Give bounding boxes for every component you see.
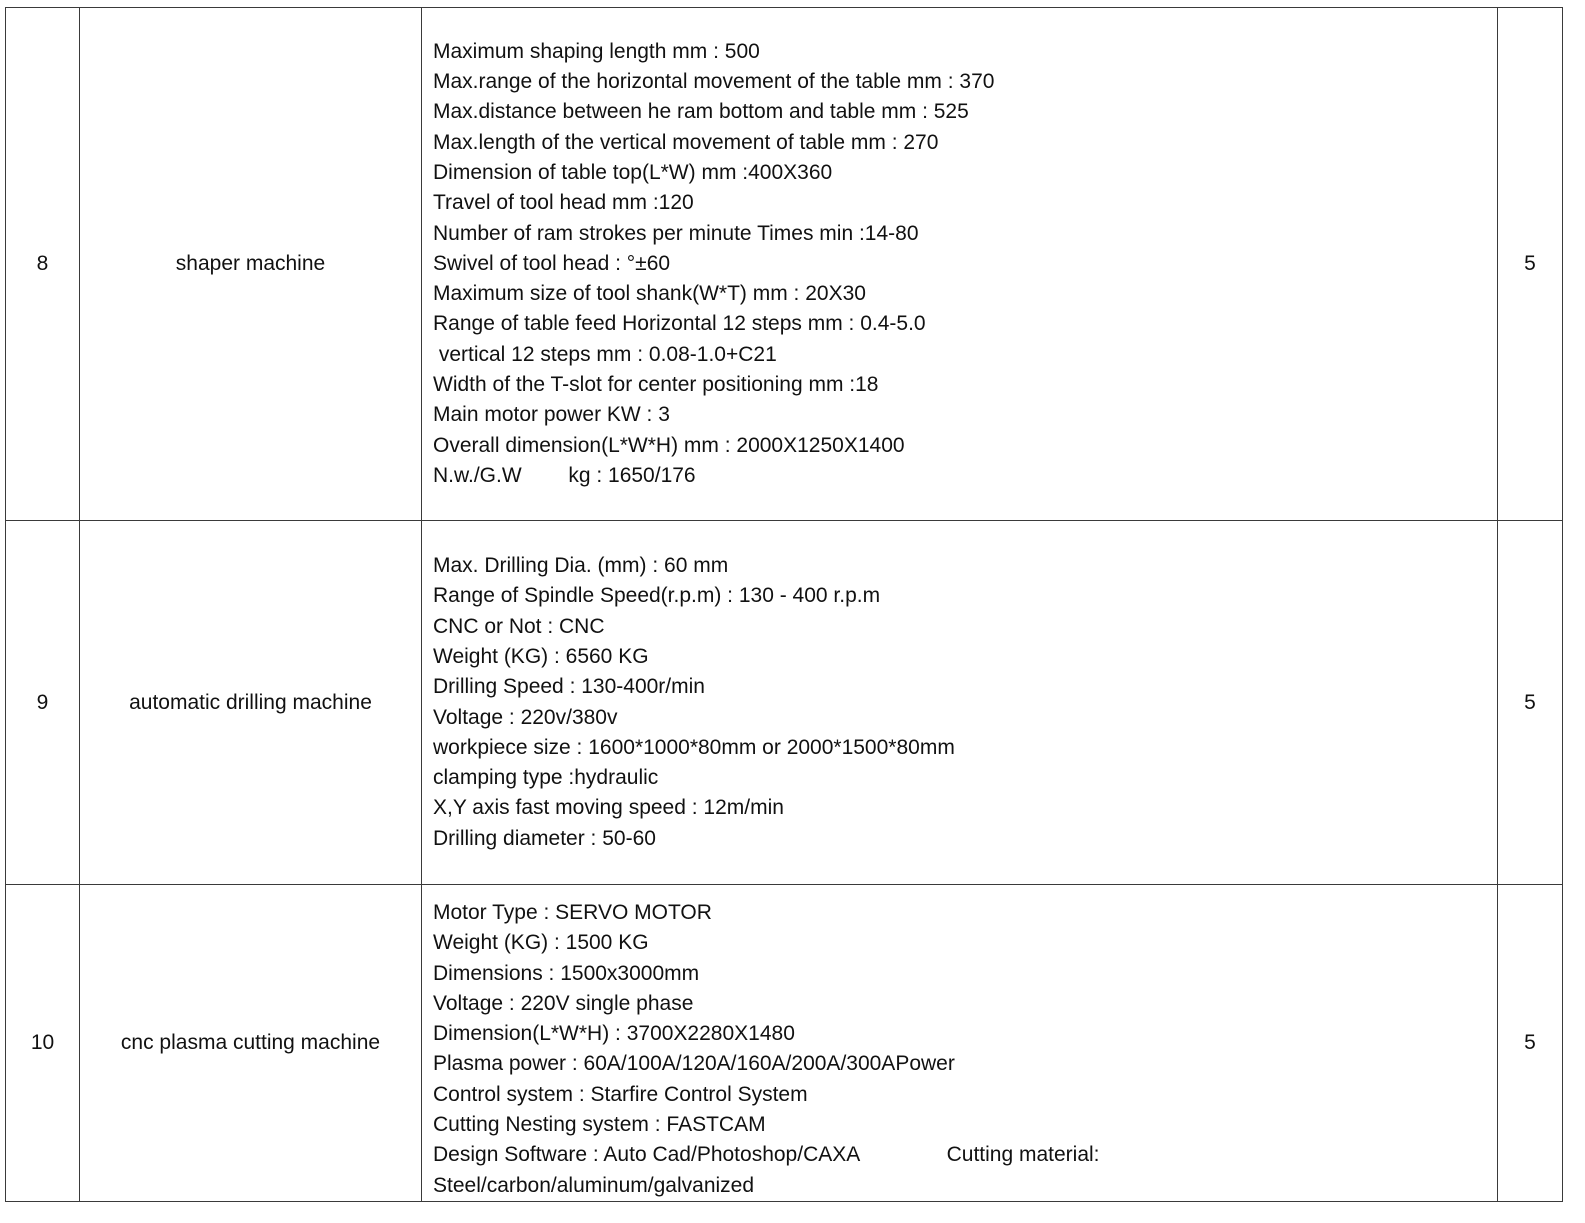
table-row bbox=[6, 885, 1563, 1202]
spec-line: Maximum size of tool shank(W*T) mm : 20X30 bbox=[433, 282, 866, 306]
spec-line: Number of ram strokes per minute Times min :14-80 bbox=[433, 221, 919, 245]
spec-line: Drilling Speed : 130-400r/min bbox=[433, 675, 705, 699]
item-number: 9 bbox=[6, 521, 80, 885]
item-specifications bbox=[422, 521, 1498, 885]
spec-line: Range of table feed Horizontal 12 steps mm : 0.4-5.0 bbox=[433, 312, 926, 336]
spec-line: Travel of tool head mm :120 bbox=[433, 191, 694, 215]
spec-line: Plasma power : 60A/100A/120A/160A/200A/300APower bbox=[433, 1052, 955, 1076]
spec-line: Design Software : Auto Cad/Photoshop/CAXA Cutting material: bbox=[433, 1143, 1100, 1167]
equipment-spec-table bbox=[5, 7, 1563, 1202]
spec-line: Overall dimension(L*W*H) mm : 2000X1250X1400 bbox=[433, 433, 905, 457]
item-name: automatic drilling machine bbox=[80, 521, 422, 885]
spec-line: Weight (KG) : 6560 KG bbox=[433, 644, 649, 668]
item-specifications bbox=[422, 885, 1498, 1202]
spec-line: Motor Type : SERVO MOTOR bbox=[433, 901, 712, 924]
spec-line: Max.distance between he ram bottom and table mm : 525 bbox=[433, 100, 969, 124]
spec-line: CNC or Not : CNC bbox=[433, 614, 605, 638]
spec-line: X,Y axis fast moving speed : 12m/min bbox=[433, 796, 784, 820]
spec-line: Swivel of tool head : °±60 bbox=[433, 251, 671, 275]
spec-line: Max.range of the horizontal movement of the table mm : 370 bbox=[433, 70, 995, 94]
spec-line: Dimension(L*W*H) : 3700X2280X1480 bbox=[433, 1022, 795, 1046]
spec-list bbox=[433, 885, 1497, 1201]
spec-line: Max.length of the vertical movement of table mm : 270 bbox=[433, 130, 939, 154]
spec-line: Drilling diameter : 50-60 bbox=[433, 826, 656, 850]
item-name: cnc plasma cutting machine bbox=[80, 885, 422, 1202]
item-number: 10 bbox=[6, 885, 80, 1202]
spec-line: N.w./G.W kg : 1650/176 bbox=[433, 463, 696, 487]
spec-line: Range of Spindle Speed(r.p.m) : 130 - 400 r.p.m bbox=[433, 584, 881, 608]
item-quantity: 5 bbox=[1498, 521, 1563, 885]
spec-line: Voltage : 220v/380v bbox=[433, 705, 618, 729]
item-quantity: 5 bbox=[1498, 8, 1563, 521]
item-specifications bbox=[422, 8, 1498, 521]
spec-line: Voltage : 220V single phase bbox=[433, 991, 694, 1015]
table-row bbox=[6, 521, 1563, 885]
item-number: 8 bbox=[6, 8, 80, 521]
spec-line: Cutting Nesting system : FASTCAM bbox=[433, 1113, 766, 1137]
spec-line: Max. Drilling Dia. (mm) : 60 mm bbox=[433, 554, 729, 578]
item-quantity: 5 bbox=[1498, 885, 1563, 1202]
spec-line: Main motor power KW : 3 bbox=[433, 403, 670, 427]
spec-line: Control system : Starfire Control System bbox=[433, 1082, 808, 1106]
spec-list bbox=[433, 551, 1497, 854]
item-name: shaper machine bbox=[80, 8, 422, 521]
spec-line: Dimensions : 1500x3000mm bbox=[433, 961, 700, 985]
spec-line: vertical 12 steps mm : 0.08-1.0+C21 bbox=[433, 342, 777, 366]
spec-list bbox=[433, 37, 1497, 491]
spec-line: workpiece size : 1600*1000*80mm or 2000*1500*80mm bbox=[433, 735, 955, 759]
spec-line: Weight (KG) : 1500 KG bbox=[433, 931, 649, 955]
spec-line: clamping type :hydraulic bbox=[433, 766, 659, 790]
spec-line: Maximum shaping length mm : 500 bbox=[433, 39, 760, 63]
spec-line: Steel/carbon/aluminum/galvanized bbox=[433, 1173, 755, 1197]
spec-line: Dimension of table top(L*W) mm :400X360 bbox=[433, 160, 833, 184]
table-row bbox=[6, 8, 1563, 521]
spec-line: Width of the T-slot for center positioning mm :18 bbox=[433, 373, 879, 397]
